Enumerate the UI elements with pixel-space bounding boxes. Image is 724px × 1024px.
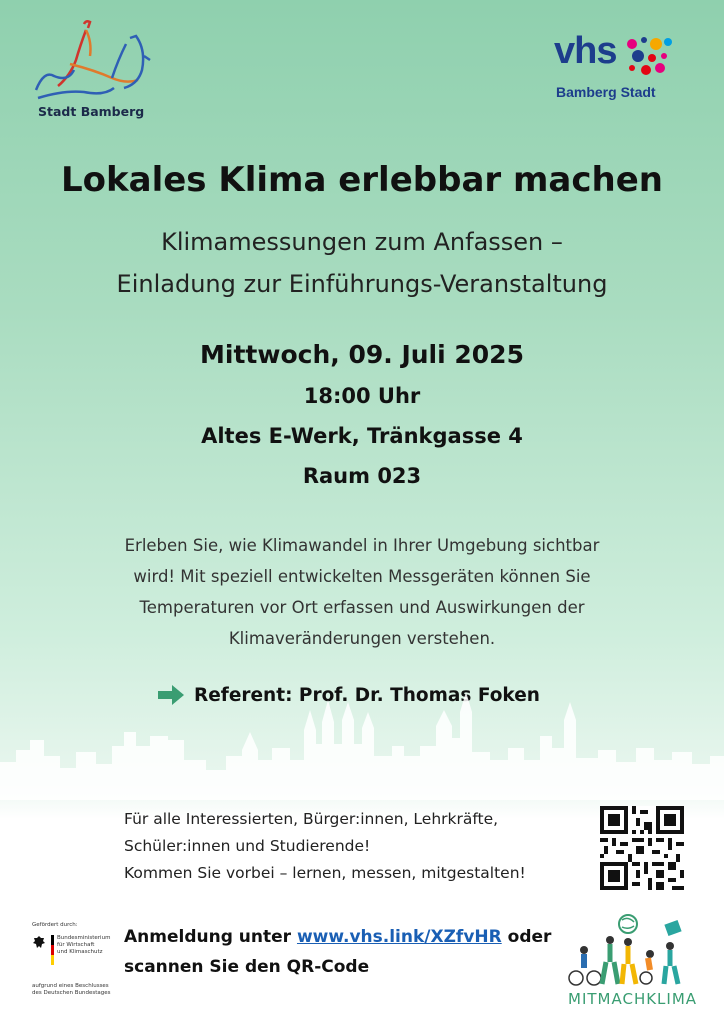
subtitle-line-1: Klimamessungen zum Anfassen – — [161, 228, 563, 256]
vhs-dots-icon — [624, 36, 680, 82]
funder-logo — [32, 922, 116, 1006]
audience-line-3: Kommen Sie vorbei – lernen, messen, mitgestalten! — [124, 864, 526, 882]
federal-eagle-icon — [33, 935, 45, 949]
stadt-bamberg-logo — [34, 20, 154, 124]
description-line-4: Klimaveränderungen verstehen. — [228, 629, 496, 648]
registration-text — [124, 922, 551, 982]
mitmachklima-logo — [562, 912, 702, 1014]
city-name: Stadt Bamberg — [38, 104, 145, 119]
vhs-subtitle: Bamberg Stadt — [556, 84, 656, 100]
audience-line-1: Für alle Interessierten, Bürger:innen, Lehrkräfte, — [124, 810, 499, 828]
audience-text — [124, 806, 594, 887]
bamberg-rider-icon — [34, 20, 154, 106]
mitmachklima-label: MITMACHKLIMA — [568, 990, 698, 1008]
funder-resolution: aufgrund eines Beschlusses des Deutschen Bundestages — [32, 983, 111, 996]
event-time: 18:00 Uhr — [303, 384, 421, 408]
qr-code-icon[interactable] — [600, 806, 684, 890]
description-line-2: wird! Mit speziell entwickelten Messgeräten können Sie — [133, 567, 591, 586]
funder-supported-by: Gefördert durch: — [32, 922, 78, 928]
vhs-logo — [552, 30, 692, 106]
people-illustration-icon — [562, 912, 702, 990]
event-description — [72, 530, 652, 654]
registration-line-2: scannen Sie den QR-Code — [124, 957, 370, 977]
city-skyline — [0, 690, 724, 800]
vhs-wordmark: vhs — [554, 30, 617, 72]
event-venue: Altes E-Werk, Tränkgasse 4 — [201, 424, 523, 448]
event-room: Raum 023 — [302, 464, 422, 488]
ministry-name: Bundesministerium für Wirtschaft und Klimaschutz — [57, 935, 111, 955]
page-title: Lokales Klima erlebbar machen — [61, 160, 663, 200]
event-date: Mittwoch, 09. Juli 2025 — [200, 340, 524, 369]
subtitle-line-2: Einladung zur Einführungs-Veranstaltung — [116, 270, 608, 298]
german-flag — [51, 935, 54, 965]
audience-line-2: Schüler:innen und Studierende! — [124, 837, 371, 855]
speaker-name: Referent: Prof. Dr. Thomas Foken — [194, 684, 540, 706]
description-line-1: Erleben Sie, wie Klimawandel in Ihrer Umgebung sichtbar — [124, 536, 600, 555]
registration-line-1: Anmeldung unter www.vhs.link/XZfvHR oder — [124, 927, 552, 947]
description-line-3: Temperaturen vor Ort erfassen und Auswirkungen der — [139, 598, 585, 617]
registration-link[interactable]: www.vhs.link/XZfvHR — [296, 927, 502, 947]
